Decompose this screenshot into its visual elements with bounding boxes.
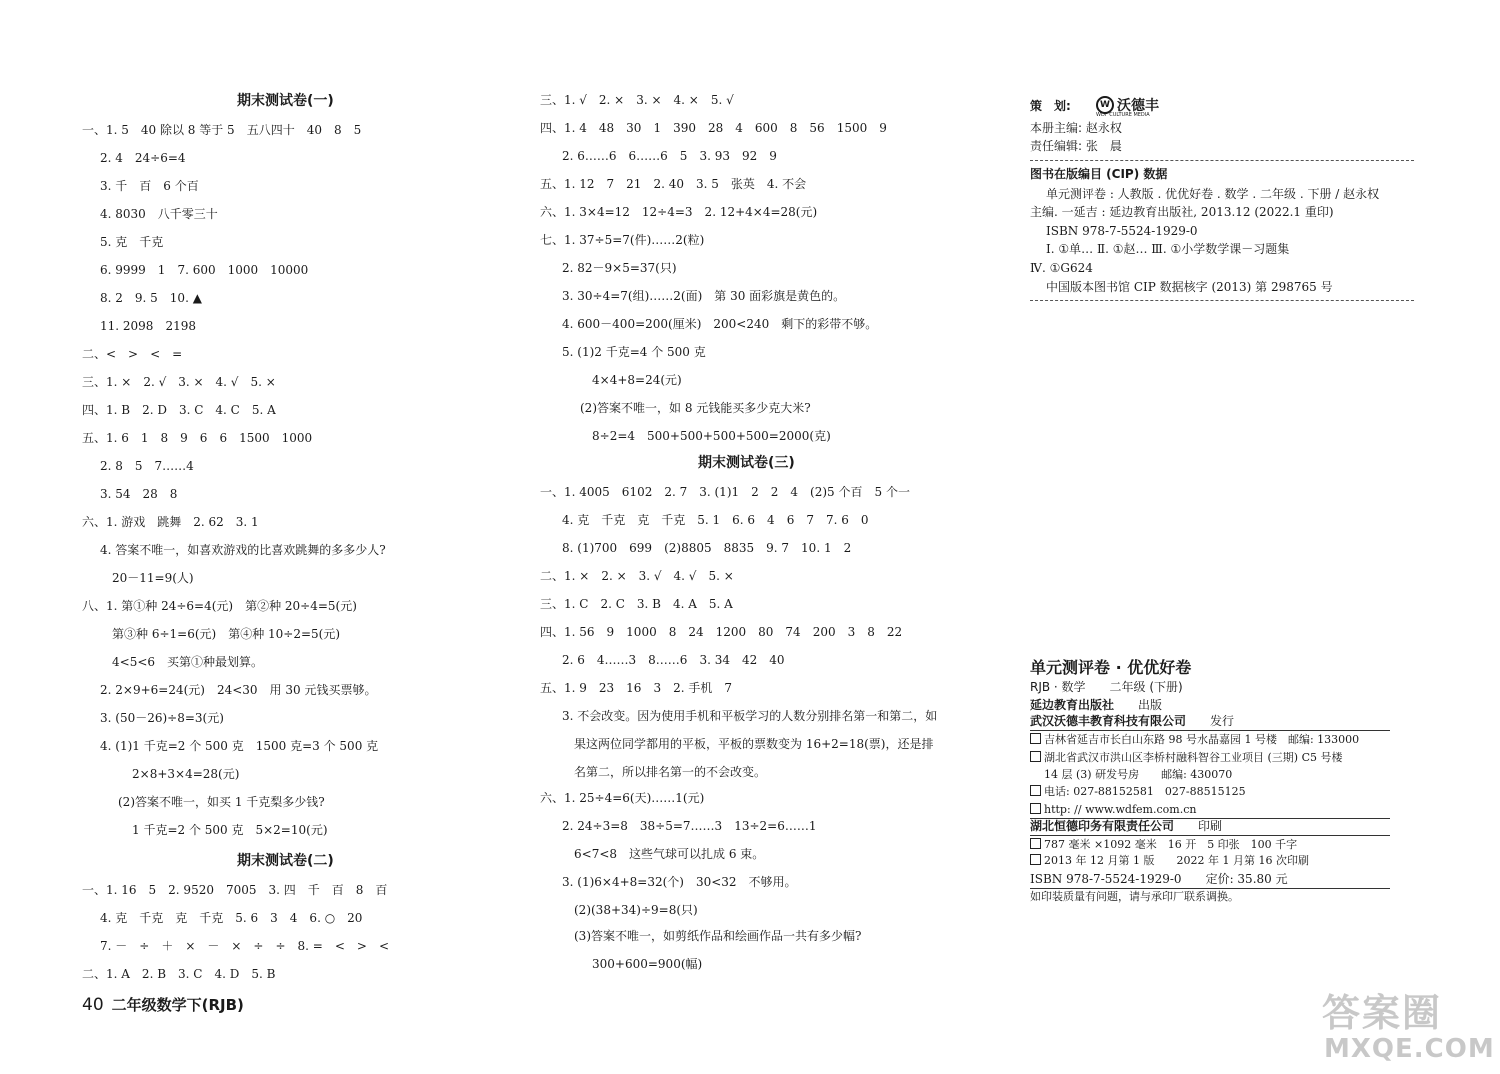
quality-notice: 如印装质量有问题，请与承印厂联系调换。 [1030, 890, 1239, 903]
edition-info: 2013 年 12 月第 1 版 2022 年 1 月第 16 次印刷 [1044, 854, 1309, 867]
answer-line: 果这两位同学都用的平板，平板的票数变为 16+2=18(票)，还是排 [574, 737, 934, 751]
answer-line: 2. 8 5 7……4 [100, 459, 194, 473]
answer-line: 1 千克=2 个 500 克 5×2=10(元) [132, 823, 328, 837]
cip-line: Ⅳ. ①G624 [1030, 261, 1093, 275]
answer-line: 2. 4 24÷6=4 [100, 151, 186, 165]
answer-line: 20－11=9(人) [112, 571, 194, 585]
publisher-name: 延边教育出版社 [1030, 698, 1115, 712]
answer-line: 六、1. 3×4=12 12÷4=3 2. 12+4×4=28(元) [540, 205, 818, 219]
answer-line: 8÷2=4 500+500+500+500=2000(克) [592, 429, 831, 443]
cip-line: 中国版本图书馆 CIP 数据核字 (2013) 第 298765 号 [1046, 280, 1333, 294]
answer-line: 四、1. 4 48 30 1 390 28 4 600 8 56 1500 9 [540, 121, 887, 135]
checkbox-icon [1030, 854, 1041, 865]
divider [1030, 160, 1414, 161]
answer-line: 3. 54 28 8 [100, 487, 178, 501]
cip-line: 主编. 一延吉 : 延边教育出版社, 2013.12 (2022.1 重印) [1030, 205, 1334, 219]
answer-line: 一、1. 5 40 除以 8 等于 5 五八四十 40 8 5 [82, 123, 362, 137]
divider [1030, 730, 1390, 731]
cip-line: ISBN 978-7-5524-1929-0 [1046, 224, 1198, 238]
answer-line: 3. 30÷4=7(组)……2(面) 第 30 面彩旗是黄色的。 [562, 289, 846, 303]
website: http: // www.wdfem.com.cn [1044, 803, 1197, 816]
answer-line: 3. 不会改变。因为使用手机和平板学习的人数分别排名第一和第二，如 [562, 709, 938, 723]
answer-line: 2. 2×9+6=24(元) 24<30 用 30 元钱买票够。 [100, 683, 377, 697]
cip-line: Ⅰ. ①单… Ⅱ. ①赵… Ⅲ. ①小学数学课－习题集 [1046, 242, 1290, 256]
answer-line: 4. 8030 八千零三十 [100, 207, 218, 221]
answer-line: 三、1. C 2. C 3. B 4. A 5. A [540, 597, 733, 611]
checkbox-icon [1030, 733, 1041, 744]
duty-editor: 责任编辑: 张 晨 [1030, 139, 1122, 153]
answer-line: 四、1. B 2. D 3. C 4. C 5. A [82, 403, 276, 417]
answer-line: 二、< > < = [82, 347, 183, 361]
answer-line: 五、1. 9 23 16 3 2. 手机 7 [540, 681, 732, 695]
answer-line: 5. 克 千克 [100, 235, 164, 249]
chief-editor: 本册主编: 赵永权 [1030, 121, 1122, 135]
checkbox-icon [1030, 751, 1041, 762]
answer-line: 八、1. 第①种 24÷6=4(元) 第②种 20÷4=5(元) [82, 599, 357, 613]
answer-line: 6<7<8 这些气球可以扎成 6 束。 [574, 847, 765, 861]
answer-line: 3. (1)6×4+8=32(个) 30<32 不够用。 [562, 875, 797, 889]
answer-line: 4. (1)1 千克=2 个 500 克 1500 克=3 个 500 克 [100, 739, 379, 753]
page-number: 40 [82, 995, 104, 1015]
answer-line: 三、1. √ 2. × 3. × 4. × 5. √ [540, 93, 734, 107]
answer-line: 3. 千 百 6 个百 [100, 179, 199, 193]
section-title-test-2: 期末测试卷(二) [237, 853, 334, 869]
cip-line: 单元测评卷 : 人教版 . 优优好卷 . 数学 . 二年级 . 下册 / 赵永权 [1046, 187, 1380, 201]
logo-subtitle: WDF CULTURE MEDIA [1096, 112, 1150, 118]
cip-title: 图书在版编目 (CIP) 数据 [1030, 167, 1168, 181]
watermark-url: MXQE.COM [1324, 1034, 1495, 1064]
checkbox-icon [1030, 803, 1041, 814]
isbn-price: ISBN 978-7-5524-1929-0 定价: 35.80 元 [1030, 872, 1288, 886]
answer-line: 六、1. 25÷4=6(天)……1(元) [540, 791, 705, 805]
logo-name: 沃德丰 [1117, 98, 1159, 114]
answer-line: 11. 2098 2198 [100, 319, 196, 333]
answer-line: 4. 600－400=200(厘米) 200<240 剩下的彩带不够。 [562, 317, 878, 331]
watermark-text: 答案圈 [1322, 991, 1443, 1035]
address-2-cont: 14 层 (3) 研发号房 邮编: 430070 [1044, 768, 1233, 781]
answer-line: 2. 6……6 6……6 5 3. 93 92 9 [562, 149, 777, 163]
answer-line: 5. (1)2 千克=4 个 500 克 [562, 345, 706, 359]
answer-line: 第③种 6÷1=6(元) 第④种 10÷2=5(元) [112, 627, 341, 641]
address-1: 吉林省延吉市长白山东路 98 号水晶嘉园 1 号楼 邮编: 133000 [1044, 733, 1360, 746]
answer-line: 名第二，所以排名第一的不会改变。 [574, 765, 767, 779]
answer-line: 二、1. A 2. B 3. C 4. D 5. B [82, 967, 276, 981]
address-2: 湖北省武汉市洪山区李桥村融科智谷工业项目 (三期) C5 号楼 [1044, 751, 1343, 764]
divider [1030, 835, 1390, 836]
answer-line: 2. 24÷3=8 38÷5=7……3 13÷2=6……1 [562, 819, 817, 833]
answer-line: 二、1. × 2. × 3. √ 4. √ 5. × [540, 569, 734, 583]
footer-text: 二年级数学下(RJB) [111, 996, 244, 1014]
answer-line: 三、1. × 2. √ 3. × 4. √ 5. × [82, 375, 276, 389]
answer-line: 五、1. 6 1 8 9 6 6 1500 1000 [82, 431, 313, 445]
answer-line: 4×4+8=24(元) [592, 373, 682, 387]
section-title-test-1: 期末测试卷(一) [237, 93, 334, 109]
answer-line: 8. 2 9. 5 10. ▲ [100, 291, 202, 305]
answer-line: 4. 克 千克 克 千克 5. 6 3 4 6. ○ 20 [100, 911, 363, 925]
answer-line: 4. 答案不唯一，如喜欢游戏的比喜欢跳舞的多多少人? [100, 543, 386, 557]
page-footer [82, 994, 244, 1015]
answer-line: 300+600=900(幅) [592, 957, 703, 971]
answer-line: 2×8+3×4=28(元) [132, 767, 240, 781]
book-title: 单元测评卷 · 优优好卷 [1030, 658, 1192, 677]
answer-line: 四、1. 56 9 1000 8 24 1200 80 74 200 3 8 22 [540, 625, 903, 639]
answer-line: 一、1. 4005 6102 2. 7 3. (1)1 2 2 4 (2)5 个百 5 个一 [540, 485, 910, 499]
answer-line: 7. － ÷ ＋ × － × ÷ ÷ 8. = < > < [100, 939, 390, 953]
answer-line: 五、1. 12 7 21 2. 40 3. 5 张英 4. 不会 [540, 177, 807, 191]
print-spec: 787 毫米 ×1092 毫米 16 开 5 印张 100 千字 [1044, 838, 1298, 851]
checkbox-icon [1030, 785, 1041, 796]
printer-name: 湖北恒德印务有限责任公司 [1030, 819, 1175, 833]
printer-role: 印刷 [1198, 819, 1223, 833]
phone: 电话: 027-88152581 027-88515125 [1044, 785, 1246, 798]
divider [1030, 300, 1414, 301]
distributor-role: 发行 [1210, 714, 1235, 728]
answer-line: 七、1. 37÷5=7(件)……2(粒) [540, 233, 705, 247]
checkbox-icon [1030, 838, 1041, 849]
answer-line: 6. 9999 1 7. 600 1000 10000 [100, 263, 309, 277]
answer-line: 一、1. 16 5 2. 9520 7005 3. 四 千 百 8 百 [82, 883, 388, 897]
answer-line: 4. 克 千克 克 千克 5. 1 6. 6 4 6 7 7. 6 0 [562, 513, 869, 527]
answer-line: (2)(38+34)÷9=8(只) [574, 903, 698, 917]
answer-line: 2. 82－9×5=37(只) [562, 261, 677, 275]
planner-label: 策 划: [1030, 99, 1071, 113]
answer-line: 8. (1)700 699 (2)8805 8835 9. 7 10. 1 2 [562, 541, 852, 555]
answer-line: (3)答案不唯一，如剪纸作品和绘画作品一共有多少幅? [574, 929, 862, 943]
publisher-role: 出版 [1138, 698, 1163, 712]
section-title-test-3: 期末测试卷(三) [698, 455, 795, 471]
answer-line: (2)答案不唯一，如 8 元钱能买多少克大米? [580, 401, 811, 415]
answer-line: 3. (50－26)÷8=3(元) [100, 711, 224, 725]
watermark [1318, 982, 1495, 1068]
answer-line: 六、1. 游戏 跳舞 2. 62 3. 1 [82, 515, 259, 529]
answer-line: (2)答案不唯一，如买 1 千克梨多少钱? [118, 795, 325, 809]
distributor-name: 武汉沃德丰教育科技有限公司 [1030, 714, 1187, 728]
logo-icon: W [1096, 96, 1114, 114]
answer-line: 4<5<6 买第①种最划算。 [112, 655, 264, 669]
series-line: RJB · 数学 二年级 (下册) [1030, 680, 1183, 694]
answer-line: 2. 6 4……3 8……6 3. 34 42 40 [562, 653, 785, 667]
